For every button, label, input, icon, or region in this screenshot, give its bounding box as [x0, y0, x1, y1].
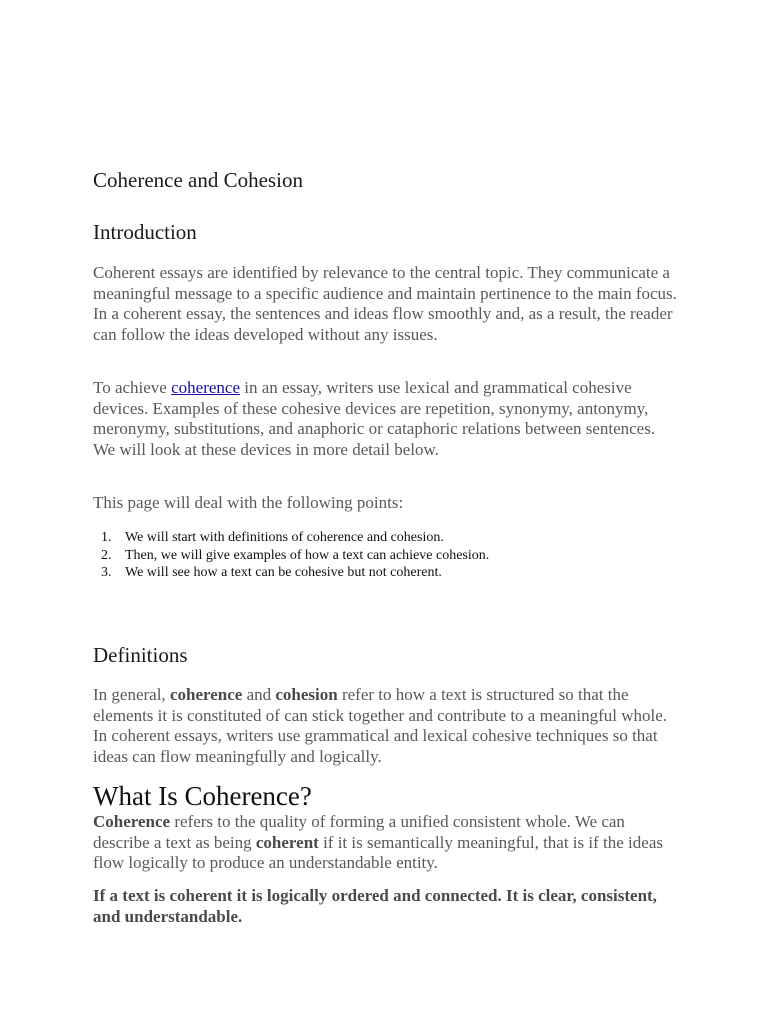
term-coherence: coherence — [169, 685, 243, 704]
coherence-definition-paragraph — [93, 812, 678, 874]
coherence-link[interactable]: coherence — [171, 378, 240, 397]
term-coherence-bold: Coherence — [93, 812, 171, 831]
list-item — [93, 564, 653, 582]
document-title: Coherence and Cohesion — [93, 168, 303, 192]
coherence-summary-paragraph: If a text is coherent it is logically ordered and connected. It is clear, consistent, and understandable. — [93, 886, 657, 926]
list-item-text: Then, we will give examples of how a text can achieve cohesion. — [125, 547, 490, 563]
definitions-heading: Definitions — [93, 643, 188, 667]
list-item — [93, 547, 653, 565]
definitions-paragraph — [93, 685, 673, 767]
introduction-heading: Introduction — [93, 220, 197, 244]
coherence-def-text-1: refers to the quality of forming a unified consistent whole. We can describe a text as being — [93, 812, 625, 852]
definitions-p-rest: refer to how a text is structured so that the elements it is constituted of can stick together and contribute to a meaningful whole. In coherent essays, writers use grammatical and lexical cohesive techniques so that ideas can flow meaningfully and logically. — [93, 685, 668, 766]
list-item-text: We will start with definitions of coherence and cohesion. — [125, 530, 444, 545]
list-item-number: 1. — [101, 530, 112, 545]
list-item-text: We will see how a text can be cohesive but not coherent. — [125, 565, 442, 581]
what-is-coherence-heading: What Is Coherence? — [93, 781, 312, 811]
list-item-number: 2. — [101, 547, 112, 563]
term-coherent-bold: coherent — [255, 832, 319, 852]
intro-paragraph-2 — [93, 378, 678, 460]
coherence-def-text-2: if it is semantically meaningful, that is if the ideas flow logically to produce an understandable entity. — [93, 832, 663, 872]
list-item — [93, 529, 653, 547]
intro-paragraph-1: Coherent essays are identified by relevance to the central topic. They communicate a meaningful message to a specific audience and maintain pertinence to the main focus. In a coherent essay, the sentences and ideas flow smoothly and, as a result, the reader can follow the ideas developed without any issues. — [93, 263, 677, 344]
intro-p2-start: To achieve — [93, 378, 172, 397]
points-list — [93, 529, 653, 582]
list-item-number: 3. — [101, 565, 112, 581]
term-cohesion: cohesion — [275, 685, 338, 704]
intro-p2-rest: in an essay, writers use lexical and grammatical cohesive devices. Examples of these cohesive devices are repetition, synonymy, antonymy, meronymy, substitutions, and anaphoric or cataphoric relations between sentences. We will look at these devices in more detail below. — [93, 378, 656, 459]
definitions-p-start: In general, — [93, 685, 170, 704]
intro-paragraph-3: This page will deal with the following points: — [93, 493, 404, 512]
definitions-p-and: and — [242, 685, 276, 704]
